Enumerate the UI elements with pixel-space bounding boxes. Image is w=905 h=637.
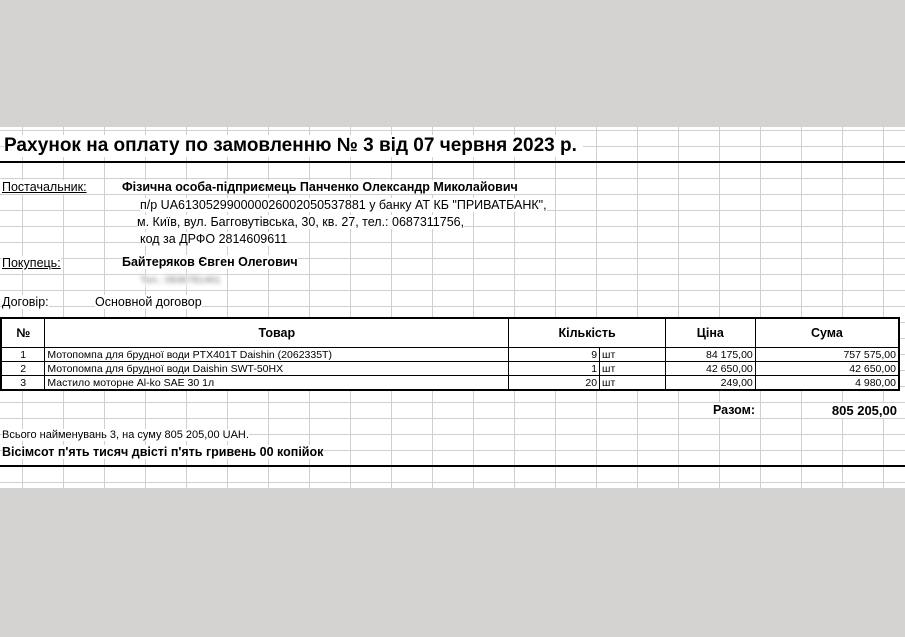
row-price: 249,00 [665,376,755,391]
row-item: Мастило моторне Al-ko SAE 30 1л [45,376,509,391]
spreadsheet-sheet [0,127,905,488]
row-number: 1 [1,348,45,362]
row-unit: шт [600,348,666,362]
footer-divider [0,465,905,467]
total-value: 805 205,00 [831,403,897,418]
row-qty: 20 [509,376,600,391]
invoice-title: Рахунок на оплату по замовленню № 3 від 07 червня 2023 р. [4,135,583,157]
row-price: 84 175,00 [665,348,755,362]
buyer-phone-redacted: Тел.: 0936781461 [140,275,221,286]
col-header-number: № [1,318,45,348]
contract-label: Договір: [2,295,49,309]
supplier-label: Постачальник: [2,180,87,194]
row-unit: шт [600,376,666,391]
col-header-sum: Сума [755,318,899,348]
row-qty: 1 [509,362,600,376]
supplier-tax-code: код за ДРФО 2814609611 [140,232,288,246]
table-row [1,348,899,362]
row-price: 42 650,00 [665,362,755,376]
contract-value: Основной договор [95,295,202,309]
buyer-name: Байтеряков Євген Олегович [122,255,298,269]
title-divider [0,161,905,163]
col-header-quantity: Кількість [509,318,666,348]
col-header-item: Товар [45,318,509,348]
amount-in-words: Вісімсот п'ять тисяч двісті п'ять гривень 00 копійок [2,445,324,459]
summary-text: Всього найменувань 3, на суму 805 205,00 UAH. [2,429,249,441]
row-unit: шт [600,362,666,376]
items-table [0,317,900,391]
buyer-label: Покупець: [2,256,61,270]
supplier-account: п/р UA613052990000026002050537881 у банку АТ КБ "ПРИВАТБАНК", [140,198,547,212]
row-item: Мотопомпа для брудної води Daishin SWT-50HX [45,362,509,376]
row-sum: 42 650,00 [755,362,899,376]
row-sum: 757 575,00 [755,348,899,362]
row-number: 3 [1,376,45,391]
total-label: Разом: [712,403,755,417]
row-sum: 4 980,00 [755,376,899,391]
row-item: Мотопомпа для брудної води PTX401T Daishin (2062335T) [45,348,509,362]
supplier-address: м. Київ, вул. Багговутівська, 30, кв. 27, тел.: 0687311756, [137,215,465,229]
table-row [1,362,899,376]
supplier-name: Фізична особа-підприємець Панченко Олександр Миколайович [122,180,518,194]
table-header-row [1,318,899,348]
row-number: 2 [1,362,45,376]
table-row [1,376,899,391]
col-header-price: Ціна [665,318,755,348]
row-qty: 9 [509,348,600,362]
